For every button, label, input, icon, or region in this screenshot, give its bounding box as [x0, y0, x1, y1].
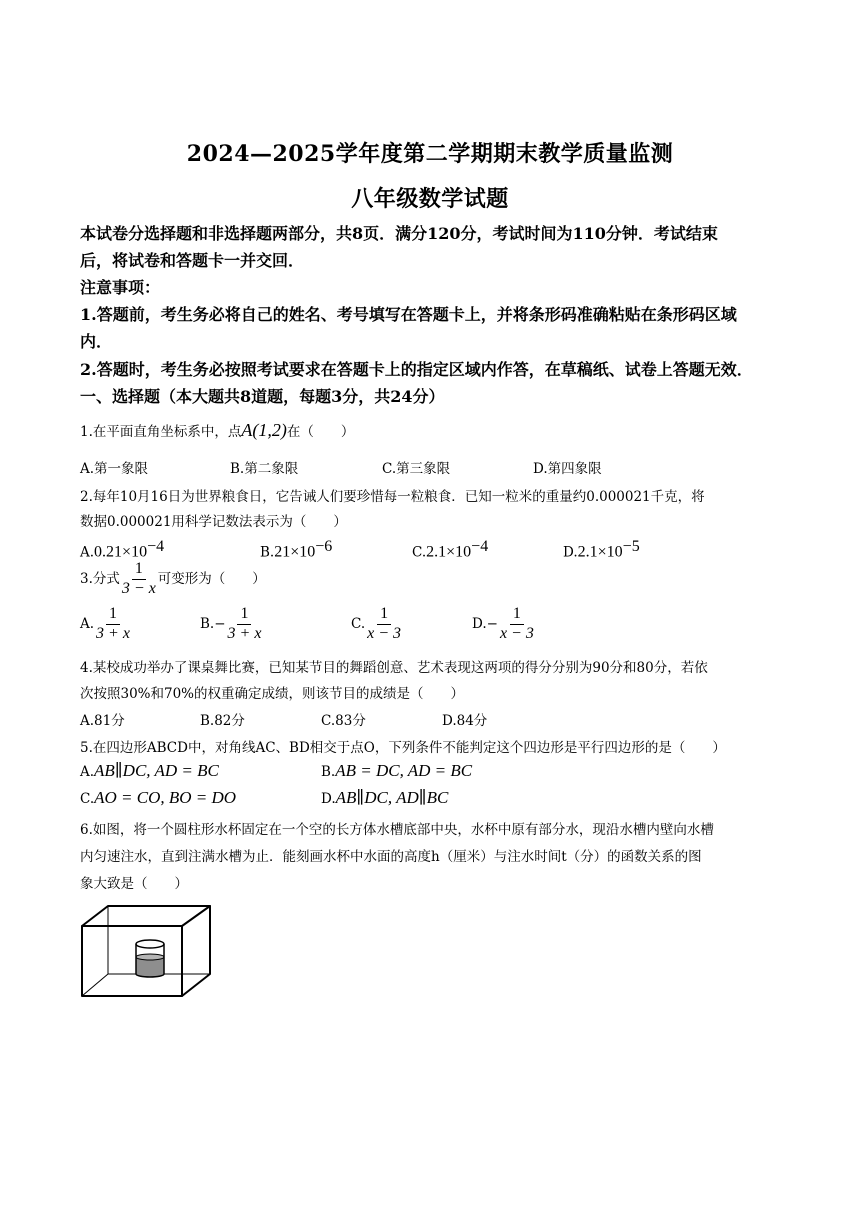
q4-option-d: D.84分 [442, 713, 488, 729]
q3-b-label: B.− [200, 615, 226, 632]
q3-b-den: 3 + x [227, 624, 262, 642]
q3-num: 1 [132, 561, 146, 580]
q5-c-math: AO = CO, BO = DO [94, 788, 237, 807]
section-1-heading: 一、选择题（本大题共8道题，每题3分，共24分） [80, 387, 445, 406]
q2-option-b [260, 538, 332, 562]
q2-b-exp: −6 [315, 538, 333, 555]
q2-d-base: 2.1×10 [577, 543, 623, 561]
q3-b-num: 1 [237, 606, 251, 625]
q3-d-num: 1 [510, 606, 524, 625]
q3-option-c [351, 606, 403, 643]
q5-b-math: AB = DC, AD = BC [335, 761, 473, 780]
q3-option-d [472, 606, 536, 643]
q1-option-a: A.第一象限 [80, 461, 149, 477]
q3-b-fraction [228, 606, 262, 643]
q5-line-1: 5.在四边形ABCD中，对角线AC、BD相交于点O，下列条件不能判定这个四边形是平行四边形的是（ ） [80, 740, 726, 756]
notice-heading: 注意事项： [80, 278, 161, 297]
q2-a-base: 0.21×10 [94, 543, 148, 561]
q1-prefix: 1.在平面直角坐标系中，点 [80, 424, 242, 440]
q1-option-c: C.第三象限 [382, 461, 451, 477]
question-3 [80, 561, 266, 598]
q3-d-label: D.− [472, 615, 498, 632]
q3-option-b [200, 606, 263, 643]
exam-title: 2024—2025学年度第二学期期末教学质量监测 [186, 141, 674, 167]
intro-line-1: 本试卷分选择题和非选择题两部分，共8页．满分120分，考试时间为110分钟．考试结束 [80, 224, 718, 243]
q4-line-2: 次按照30%和70%的权重确定成绩，则该节目的成绩是（ ） [80, 686, 465, 702]
q2-c-exp: −4 [471, 538, 489, 555]
q3-prefix: 3.分式 [80, 570, 120, 587]
exam-subtitle: 八年级数学试题 [351, 186, 509, 212]
q2-a-label: A. [80, 544, 95, 561]
q4-option-a: A.81分 [80, 713, 125, 729]
q4-option-b: B.82分 [200, 713, 245, 729]
q2-line-2: 数据0.000021用科学记数法表示为（ ） [80, 514, 347, 530]
q2-option-a [80, 538, 164, 562]
q2-b-label: B. [260, 544, 275, 561]
q5-b-label: B. [321, 764, 336, 780]
q1-option-b: B.第二象限 [230, 461, 299, 477]
q5-option-a [80, 761, 219, 781]
q3-c-label: C. [351, 615, 366, 632]
q2-c-label: C. [412, 544, 427, 561]
q5-option-c [80, 788, 236, 808]
q5-c-label: C. [80, 791, 95, 807]
q2-option-c [412, 538, 488, 562]
q2-d-exp: −5 [622, 538, 640, 555]
q5-option-b [321, 761, 472, 781]
tank-right-face [182, 906, 210, 996]
q3-suffix: 可变形为（ ） [157, 570, 266, 587]
note-1-line-2: 内． [80, 332, 113, 351]
q2-b-base: 21×10 [274, 543, 316, 561]
q2-line-1: 2.每年10月16日为世界粮食日，它告诫人们要珍惜每一粒粮食．已知一粒米的重量约0.000021千克，将 [80, 489, 705, 505]
tank-top-face [82, 906, 210, 926]
q4-option-c: C.83分 [321, 713, 366, 729]
tank-front-face [82, 926, 182, 996]
q6-line-3: 象大致是（ ） [80, 876, 188, 892]
tank-with-cup-figure [76, 900, 218, 1004]
q3-c-den: x − 3 [367, 624, 402, 642]
q2-d-label: D. [563, 544, 578, 561]
q3-a-label: A. [80, 615, 95, 632]
q6-line-1: 6.如图，将一个圆柱形水杯固定在一个空的长方体水槽底部中央，水杯中原有部分水，现沿水槽内壁向水槽 [80, 822, 714, 838]
q2-option-d [563, 538, 640, 562]
cylinder-cup [136, 940, 164, 977]
q5-d-math: AB∥DC, AD∥BC [335, 788, 449, 807]
q3-a-num: 1 [106, 606, 120, 625]
q3-a-den: 3 + x [96, 624, 130, 642]
q3-d-den: x − 3 [499, 624, 534, 642]
q3-d-fraction [500, 606, 534, 643]
q1-suffix: 在（ ） [286, 424, 355, 440]
q2-c-base: 2.1×10 [426, 543, 472, 561]
intro-line-2: 后，将试卷和答题卡一并交回． [80, 251, 305, 270]
q3-den: 3 − x [121, 579, 156, 597]
q5-option-d [321, 788, 448, 808]
q6-line-2: 内匀速注水，直到注满水槽为止．能刻画水杯中水面的高度h（厘米）与注水时间t（分）的函数关系的图 [80, 849, 702, 865]
q3-c-num: 1 [377, 606, 391, 625]
q2-a-exp: −4 [147, 538, 165, 555]
note-2: 2.答题时，考生务必按照考试要求在答题卡上的指定区域内作答，在草稿纸、试卷上答题无效． [80, 360, 753, 379]
q5-d-label: D. [321, 791, 336, 807]
note-1-line-1: 1.答题前，考生务必将自己的姓名、考号填写在答题卡上，并将条形码准确粘贴在条形码区域 [80, 305, 737, 324]
q3-a-fraction [96, 606, 130, 643]
q5-a-math: AB∥DC, AD = BC [94, 761, 219, 780]
q3-c-fraction [367, 606, 401, 643]
q1-math: A(1,2) [241, 420, 287, 440]
q4-line-1: 4.某校成功举办了课桌舞比赛，已知某节目的舞蹈创意、艺术表现这两项的得分分别为90分和80分，若依 [80, 660, 708, 676]
q3-fraction [122, 561, 156, 598]
q3-option-a [80, 606, 132, 643]
q1-option-d: D.第四象限 [533, 461, 602, 477]
q5-a-label: A. [80, 764, 95, 780]
question-1 [80, 420, 354, 441]
